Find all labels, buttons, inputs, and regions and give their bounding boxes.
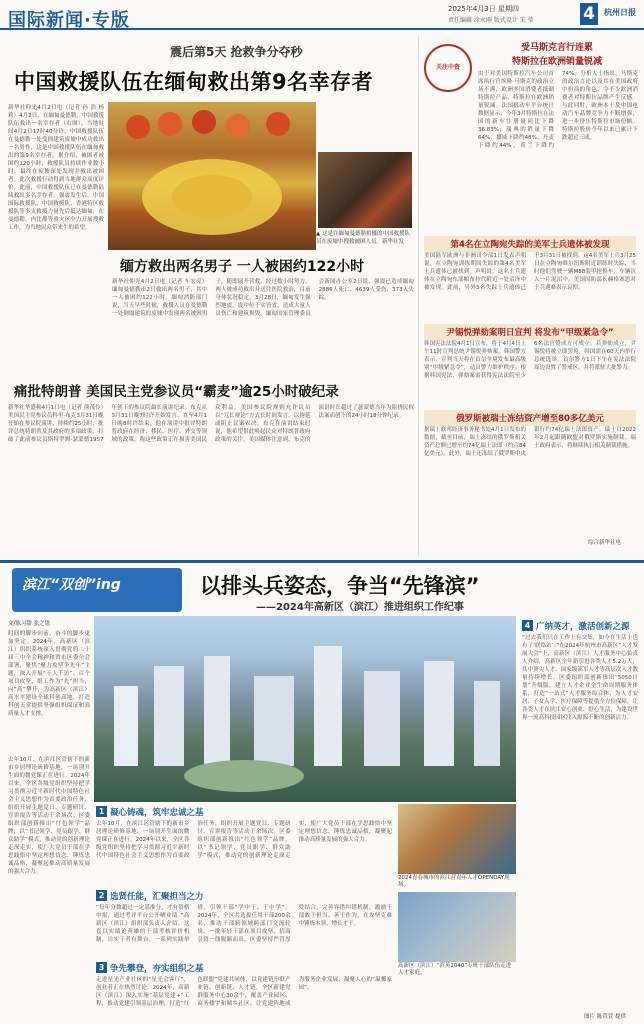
story3-body: 新华社华盛顿4月1日电（记者 熊茂伶）美国民主党参议员科里·布克3月31日晚开始在参议院演讲，持续约25小时，批评总统特朗普及其政府的多项政策，打破了此前参议员斯特罗姆·瑟蒙德1957年创下的参议院最长演讲纪录。布克从3月31日晚7时许开始发言，直至4月1日晚8时许结束。他在演讲中批评特朗普政府在经济、移民、医疗、外交等领域的政策，称这些政策正在损害美国民众利益。美国参议院规则允许议员以“冗长辩论”方式长时间发言，以拖延或阻止议案表决。布克在演讲结束时说，他希望借此唤起民众对特朗普政府政策的关注。美国媒体注意到，布克的演讲时长超过了瑟蒙德当年为阻挠民权法案而创下的24小时18分钟纪录。 — [8, 405, 414, 443]
sidebar-a3-body: 韩国宪法法院4月1日宣布，将于4月4日上午11时宣判总统尹锡悦弹劾案。韩国警方表示，宣判当天将在首尔全境发布最高级别“甲级紧急令”，动员警力维护秩序。根据韩国宪法，弹劾案需获得宪法法院至少6名法官赞成方可成立。若弹劾成立，尹锡悦将被立即罢免，韩国需在60天内举行总统选举。首尔警方1日下午在宪法法院周边设置了警戒区，并将派驻大批警力。 — [424, 341, 636, 379]
section2-number: 2 — [96, 890, 107, 901]
rescue-photo-illustration — [108, 102, 316, 250]
section3-body: 走进星光产业社区的“星光会客厅”，创业者正在热烈讨论。2024年，高新区（滨江）深入实施“基层党建+”工程，推动党建引领基层治理，打造“红色联盟”党建共同体，以党建链串联产业链、创新链、人才链。全区新建党群服务中心30余个，覆盖产业园区、商务楼宇和城乡社区，让党建阵地成为服务企业发展、凝聚人心的“温馨家园”。 — [96, 977, 392, 1007]
section4-title: 广纳英才，激活创新之源 — [536, 622, 630, 632]
binjiang-aerial-photo — [94, 616, 516, 802]
section4-sign: 图片 陈萱萱 提供 — [584, 1014, 626, 1020]
section-title: 国际新闻·专版 — [8, 10, 130, 31]
section2-title: 选贤任能，汇聚担当之力 — [110, 892, 204, 902]
sidebar-a1-kicker: 受马斯克言行连累 — [520, 43, 593, 53]
section3-number: 3 — [96, 962, 107, 973]
feature-divider — [0, 560, 644, 563]
sidebar-a4-title: 俄罗斯被瑞士冻结资产增至80多亿美元 — [424, 410, 636, 426]
story2-body: 新华社仰光4月2日电（记者 车宏亮）缅甸曼德勒市2日救出两名男子，其中一人被困约122小时。缅甸消防部门说，当天早些时候，救援人员在曼德勒一处倒塌建筑的废墟中发现两名被困男子，随即展开营救。经过数小时努力，两人被成功救出并送往医院救治，目前身体状况稳定。3月28日，缅甸发生强烈地震，震中位于实皆省，造成大量人员伤亡和建筑损毁。缅甸国家管理委员会新闻办公室2日说，强震已造成缅甸2886人死亡、4639人受伤、373人失踪。 — [112, 279, 414, 317]
sidebar-a2-body: 美国陆军欧洲与非洲司令部1日发表声明说，在立陶宛训练期间失踪的第4名美军士兵遗体已被找到。声明说，这名士兵遗体在立陶宛东部帕布拉代附近一处沼泽中被发现。此前，另外3名失踪士兵遗体已于3月31日被找到。这4名美军士兵3月25日在立陶宛维尔纽斯附近训练时失踪，当时他们驾驶一辆M88装甲抢修车，车辆沉入一片泥沼中。美国国防部长赫格塞思对士兵遇难表示哀悼。 — [424, 253, 636, 291]
editors-line: 责任编辑 涂永刚 版式设计 宋 莹 — [448, 17, 534, 24]
section2-body: “每年分数超过一定基准分，才有资格申报，通过考评平台公开晒业绩。”高新区（滨江）组织部负责人介绍，这套以实绩论英雄的干部考核评价机制，让实干者有舞台。一系列实践举措，引领干部“学中干、干中学”。2024年，全区共选拔任用干部200余名，推动干部跨领域跨部门交流轮岗，一批年轻干部在项目攻坚、招商引资一线脱颖而出。区委坚持严管厚爱结合，完善容错纠错机制，激励干部敢于担当、善于作为，在攻坚克难中锤炼本领、增长才干。 — [96, 905, 392, 943]
feature-left-column: 去年10月，在滨江区管辖下的新市乡居理论研修基地，一场别开生面的微党课正在进行。2024年以来，全区各级党组织坚持把学习贯彻习近平新时代中国特色社会主义思想作为首要政治任务，组织开展主题党日、专题研讨、宣讲报告等活动千余场次。区委组织部创新推出“红色领学”品牌，以“书记领学、党员跟学、群众助学”模式，推动党的创新理论走深走实，使广大党员干部在学思践悟中坚定理想信念、锤炼忠诚品格，凝聚起推动高质量发展的强大合力。 — [8, 757, 90, 875]
newspaper-logo: 杭州日报 — [604, 8, 636, 17]
story3-headline: 痛批特朗普 美国民主党参议员“霸麦”逾25小时破纪录 — [14, 384, 339, 400]
section1-number: 1 — [96, 806, 107, 817]
binjiang-logo-text: 滨江“双创”ing — [22, 577, 121, 593]
section3-title: 争先攀登，夯实组织之基 — [110, 964, 204, 974]
sidebar-seal: 关注中资 — [424, 44, 472, 92]
sidebar-a4-sign: 综合新华社电 — [588, 540, 622, 546]
sidebar-a4-body: 据瑞士联邦经济事务秘书处4月1日发布的数据，截至目前，瑞士冻结的俄罗斯相关资产总额已增至约74亿瑞士法郎（约合84亿美元）。此外，瑞士还冻结了俄罗斯中央银行约74亿瑞士法郎资产。瑞士自2022年2月起跟随欧盟对俄罗斯实施制裁。瑞士政府表示，将继续执行相关制裁措施。 — [424, 427, 636, 457]
feature-headline: 以排头兵姿态，争当“先锋滨” — [200, 574, 480, 598]
page-number: 4 — [580, 3, 598, 25]
talent-visit-photo — [398, 892, 516, 962]
photo5-caption: 高新区（滨江）“滨英2040”专班干部队伍走进人才家庭。 — [398, 963, 512, 976]
youth-openday-photo — [398, 804, 516, 874]
story1-headline: 中国救援队伍在缅甸救出第9名幸存者 — [14, 70, 374, 94]
photo2-caption: ▲ 这是在缅甸曼德勒拍摄的中国救援队员在废墟中搜救被困人员。新华社发 — [316, 231, 410, 245]
sidebar-a1-title: 特斯拉在欧洲销量锐减 — [511, 57, 602, 67]
story2-headline: 缅方救出两名男子 一人被困约122小时 — [120, 259, 365, 275]
photo4-caption: 2024青春城市的滨江营青年人才OPENDAY现场。 — [398, 875, 510, 888]
rescue-closeup-photo — [318, 152, 412, 228]
rescue-photo — [108, 102, 316, 250]
feature-subtitle: ——2024年高新区（滨江）推进组织工作纪事 — [256, 602, 464, 613]
sidebar-a2-title: 第4名在立陶宛失踪的美军士兵遗体被发现 — [424, 236, 636, 252]
section1-body: 去年10月，在滨江区管辖下的新市乡居理论研修基地，一场别开生面的微党课正在进行。2024年以来，全区各级党组织坚持把学习贯彻习近平新时代中国特色社会主义思想作为首要政治任务，组织开展主题党日、专题研讨、宣讲报告等活动千余场次。区委组织部创新推出“红色领学”品牌，以“书记领学、党员跟学、群众助学”模式，推动党的创新理论走深走实，使广大党员干部在学思践悟中坚定理想信念、锤炼忠诚品格，凝聚起推动高质量发展的强大合力。 — [96, 821, 392, 859]
section1-title: 凝心铸魂，筑牢忠诚之基 — [110, 808, 204, 818]
issue-date: 2025年4月3日 星期四 — [448, 5, 519, 13]
feature-intro: 时间的脚步向前，奋斗的脚步更加坚定。2024年，高新区（滨江）组织系统深入贯彻党的二十届三中全会精神和省市区委全会部署，聚焦“聚力攻坚争先年”主题，深入开展“千人千访”、百个项目攻坚、组工作为“先”担当，向“高”攀升，为高新区（滨江）高水平建设全球科创高地、打造科创天堂提供坚强组织保证和高质量人才支撑。 — [8, 631, 90, 717]
feature-byline: 文/陈习甜 张之恩 — [8, 621, 51, 627]
sidebar-a1-body: 由于对美国特斯拉汽车公司首席执行官埃隆·马斯克的政治立场不满，欧洲多国消费者抵制特斯拉产品，特斯拉在欧洲销量锐减。法国机动车平台统计数据显示，今年3月特斯拉在法国的新车注册量同比下降36.83%；瑞典的销量下降64%，挪威下降约48%，丹麦下降约44%，荷兰下降约74%。分析人士指出，马斯克的政治言论以及其在美国政府中扮演的角色，令不少欧洲消费者对特斯拉品牌产生反感。与此同时，欧洲本土及中国电动汽车品牌竞争力不断增强，进一步挤压特斯拉市场份额。特斯拉股价今年以来已累计下跌超过三成。 — [478, 71, 638, 149]
story1-body: 新华社仰光4月2日电（记者 孙 浩 杨 莉）4月2日，在缅甸曼德勒，中国救援队伍救出一名幸存者（右图）。当地时间4月2日17时40分许，中国救援队伍在曼德勒一处受损建筑废墟中成功救出一名男性，这是中国救援队伍在缅甸救出的第9名幸存者。据介绍，被困者被困约120小时，救援队员持续作业数小时，最终在废墟深处发现并救出被困者。此次救援行动得到当地群众高度评价。此前，中国救援队伍已在曼德勒陆续救出多名幸存者。强震发生后，中国国际救援队、中国救援队、香港特区救援队等多支救援力量先后抵达缅甸，在曼德勒、内比都等重灾区全力开展搜救工作，为当地民众带来生的希望。 — [8, 105, 104, 231]
section4-body: “过去我们只在工作上有交集，如今在生活上也有了‘联络站’。”在2024年杭州市高新区“人才发展大会”上，高新区（滨江）人才服务中心负责人介绍，高新区全年新引进各类人才5.2万人，其中顶尖人才、国家级领军人才等高层次人才数量持续增长。区委组织部创新推出“5050计划”升级版，建立人才企业全生命周期服务体系，打造“一站式”人才服务综合体，为人才安居、子女入学、医疗保障等提供全方位保障，让各类人才在滨江安心创业、舒心生活，为建设世界一流高科技园区注入源源不断的创新活力。 — [522, 635, 638, 721]
sidebar-a3-title: 尹锡悦弹劾案明日宣判 将发布“甲级紧急令” — [424, 324, 636, 340]
story1-kicker: 震后第5天 抢救争分夺秒 — [170, 45, 303, 59]
binjiang-skyline-illustration — [94, 616, 516, 802]
section4-number: 4 — [522, 620, 533, 631]
